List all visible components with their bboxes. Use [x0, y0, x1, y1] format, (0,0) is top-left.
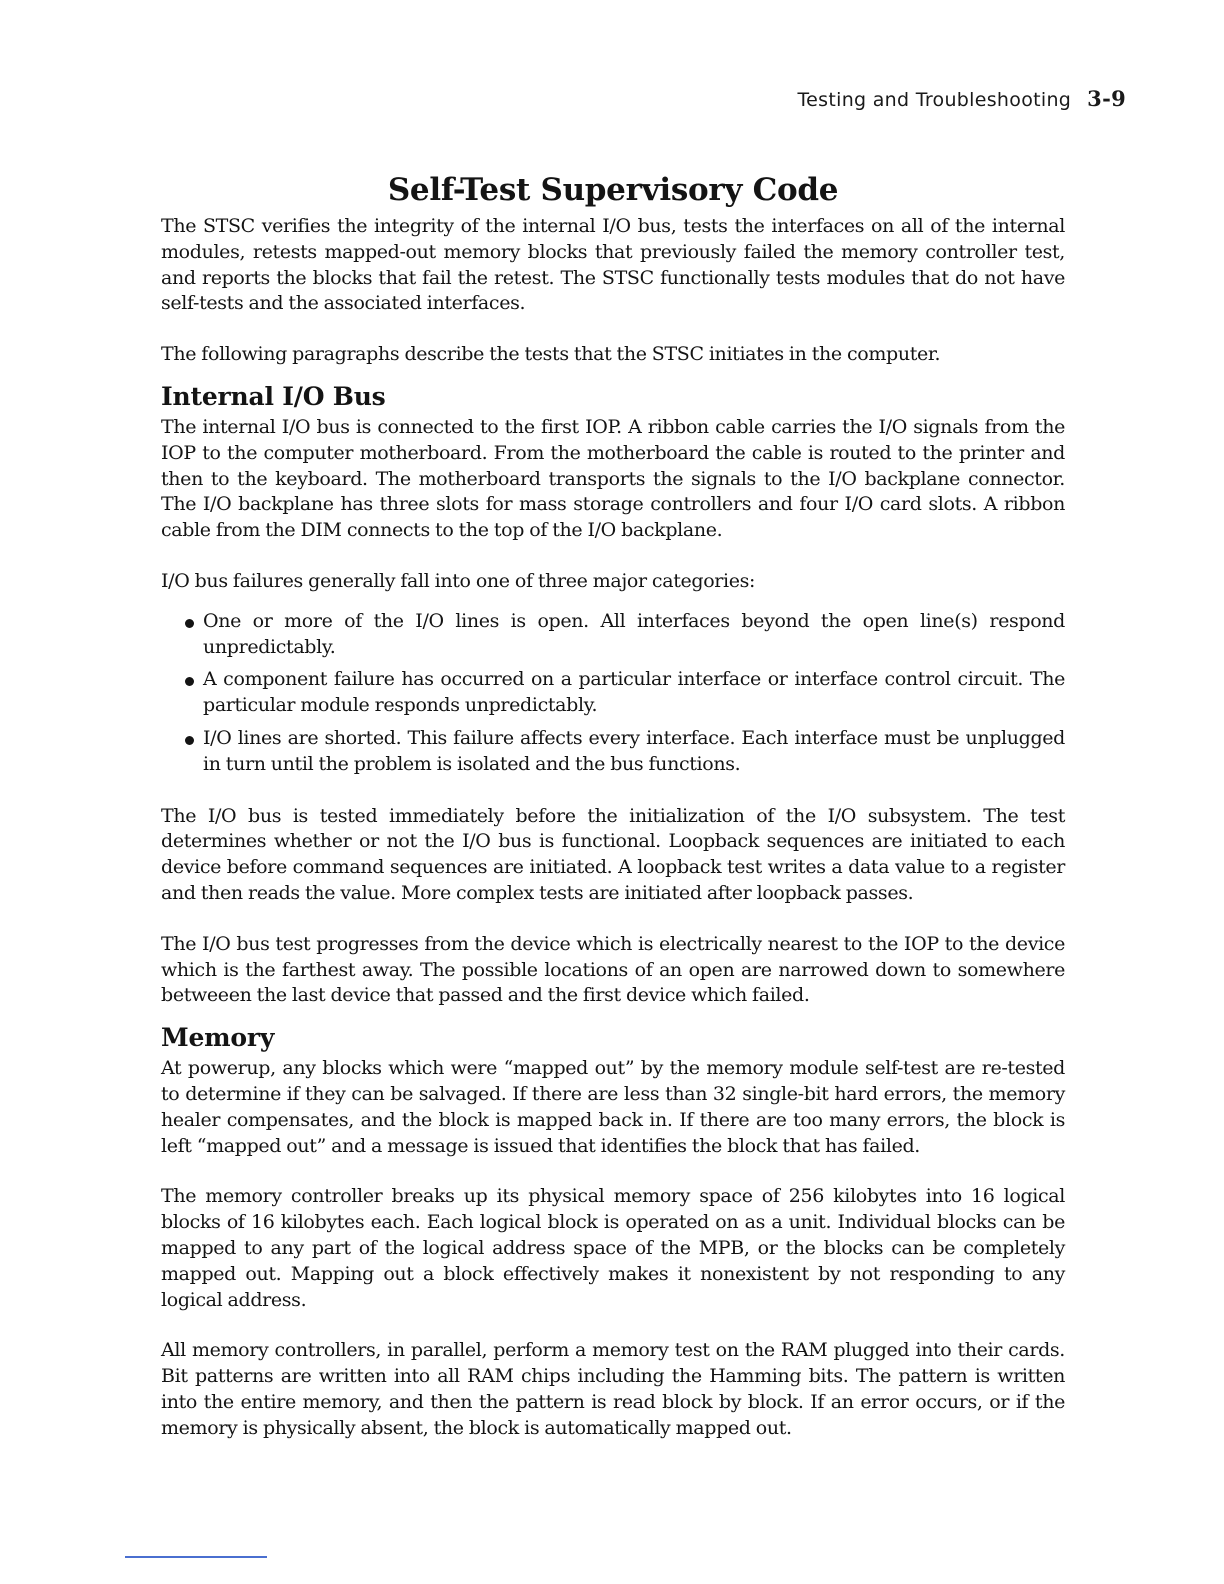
footer-rule	[125, 1556, 267, 1558]
memory-paragraph-1: At powerup, any blocks which were “mapped out” by the memory module self-test are re-tested to determine if they can be salvaged. If there are less than 32 single-bit hard errors, the memory healer compensates, and the block is mapped back in. If there are too many errors, the block is left “mapped out” and a message is issued that identifies the block that has failed.	[161, 1057, 1065, 1157]
page-title: Self-Test Supervisory Code	[387, 172, 839, 208]
bullet-icon	[185, 619, 194, 628]
running-header-title: Testing and Troubleshooting	[797, 89, 1072, 111]
list-item-text: A component failure has occurred on a particular interface or interface control circuit. The particular module responds unpredictably.	[203, 668, 1065, 717]
list-item-text: One or more of the I/O lines is open. All interfaces beyond the open line(s) respond unpredictably.	[203, 609, 1065, 658]
io-bus-paragraph-3: The I/O bus is tested immediately before the initialization of the I/O subsystem. The test determines whether or not the I/O bus is functional. Loopback sequences are initiated to each device before command sequences are initiated. A loopback test writes a data value to a register and then reads the value. More complex tests are initiated after loopback passes.	[161, 804, 1065, 904]
memory-paragraph-3: All memory controllers, in parallel, perform a memory test on the RAM plugged into their cards. Bit patterns are written into all RAM chips including the Hamming bits. The pattern is written into the entire memory, and then the pattern is read block by block. If an error occurs, or if the memory is physically absent, the block is automatically mapped out.	[161, 1339, 1065, 1439]
intro-paragraph-1: The STSC verifies the integrity of the internal I/O bus, tests the interfaces on all of the internal modules, retests mapped-out memory blocks that previously failed the memory controller test, and reports the blocks that fail the retest. The STSC functionally tests modules that do not have self-tests and the associated interfaces.	[161, 215, 1065, 315]
io-bus-paragraph-4: The I/O bus test progresses from the device which is electrically nearest to the IOP to the device which is the farthest away. The possible locations of an open are narrowed down to somewhere betweeen the last device that passed and the first device which failed.	[161, 932, 1065, 1007]
failure-category-list	[161, 609, 1065, 778]
main-content	[161, 172, 1065, 1466]
io-bus-paragraph-2: I/O bus failures generally fall into one of three major categories:	[161, 569, 756, 592]
running-header	[798, 86, 1127, 111]
bullet-icon	[185, 677, 194, 686]
section-heading-memory: Memory	[161, 1023, 275, 1053]
section-heading-io-bus: Internal I/O Bus	[161, 381, 386, 411]
io-bus-paragraph-1: The internal I/O bus is connected to the first IOP. A ribbon cable carries the I/O signals from the IOP to the computer motherboard. From the motherboard the cable is routed to the printer and then to the keyboard. The motherboard transports the signals to the I/O backplane connector. The I/O backplane has three slots for mass storage controllers and four I/O card slots. A ribbon cable from the DIM connects to the top of the I/O backplane.	[161, 415, 1065, 542]
list-item	[161, 609, 1065, 661]
list-item	[161, 667, 1065, 719]
list-item-text: I/O lines are shorted. This failure affects every interface. Each interface must be unplugged in turn until the problem is isolated and the bus functions.	[203, 726, 1065, 775]
page-number: 3-9	[1087, 86, 1126, 111]
bullet-icon	[185, 736, 194, 745]
intro-paragraph-2: The following paragraphs describe the tests that the STSC initiates in the computer.	[161, 343, 941, 366]
list-item	[161, 726, 1065, 778]
memory-paragraph-2: The memory controller breaks up its physical memory space of 256 kilobytes into 16 logical blocks of 16 kilobytes each. Each logical block is operated on as a unit. Individual blocks can be mapped to any part of the logical address space of the MPB, or the blocks can be completely mapped out. Mapping out a block effectively makes it nonexistent by not responding to any logical address.	[161, 1185, 1065, 1311]
